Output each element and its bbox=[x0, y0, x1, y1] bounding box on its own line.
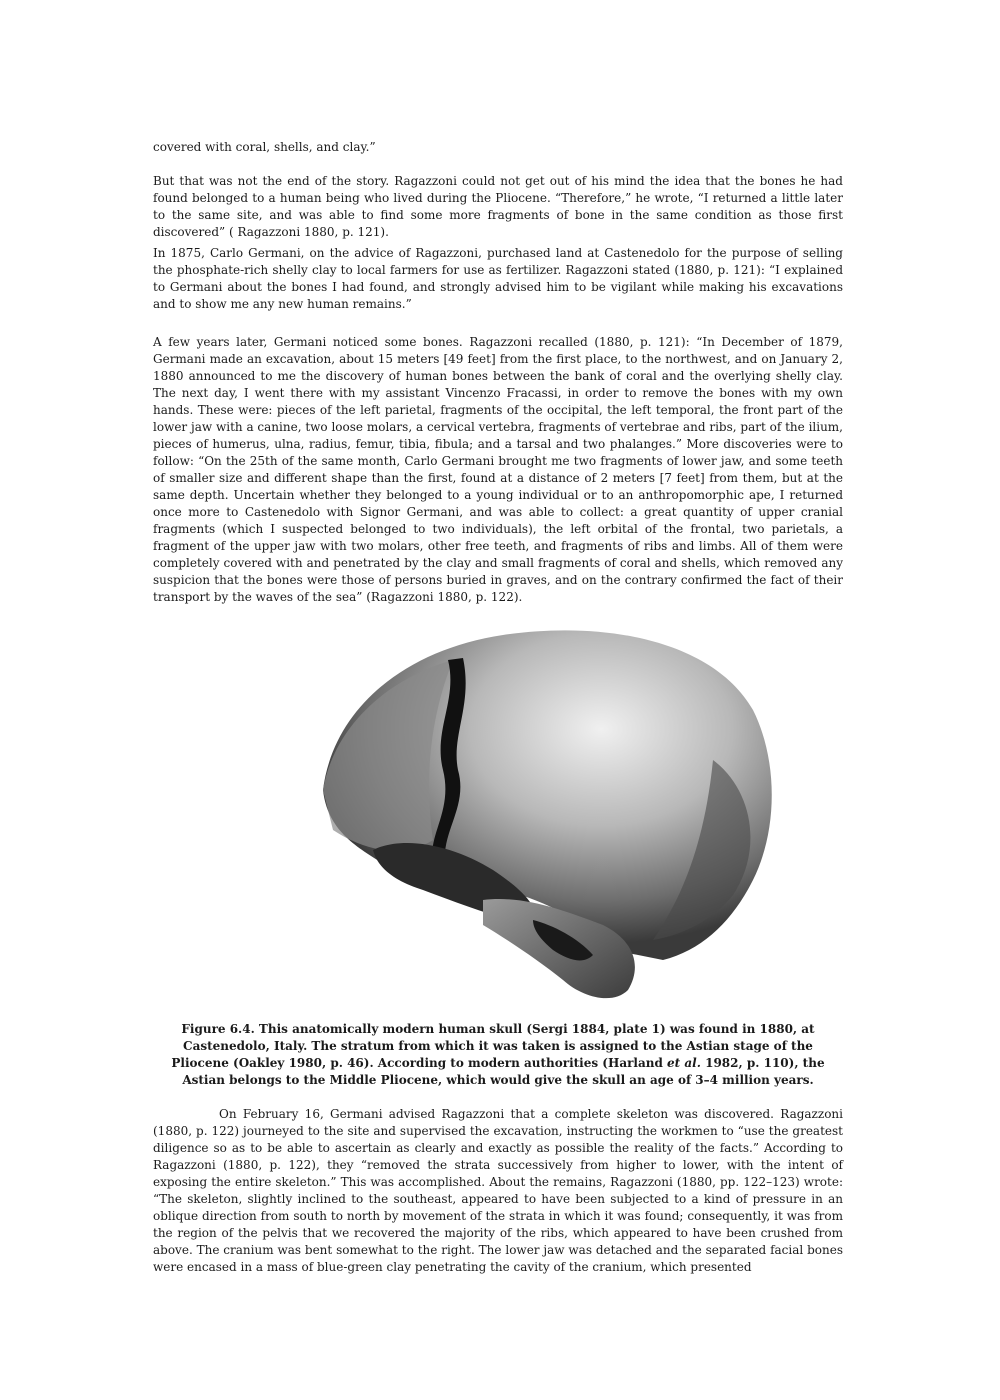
paragraph-fragment: covered with coral, shells, and clay.” bbox=[153, 140, 376, 154]
paragraph-skeleton: On February 16, Germani advised Ragazzoni that a complete skeleton was discovered. Ragazzoni (1880, p. 122) journeyed to the site and supervised the excavation, instructing the workmen to “use the greatest diligence so as to be able to ascertain as clearly and exactly as possible the reality of the facts.” According to Ragazzoni (1880, p. 122), they “removed the strata successively from higher to lower, with the intent of exposing the entire skeleton.” This was accomplished. About the remains, Ragazzoni (1880, pp. 122–123) wrote: “The skeleton, slightly inclined to the southeast, appeared to have been subjected to a kind of pressure in an oblique direction from south to north by movement of the strata in which it was found; consequently, it was from the region of the pelvis that we recovered the majority of the ribs, which appeared to have been crushed from above. The cranium was bent somewhat to the right. The lower jaw was detached and the separated facial bones were encased in a mass of blue-green clay penetrating the cavity of the cranium, which presented bbox=[153, 1107, 843, 1274]
skull-illustration bbox=[283, 620, 783, 1005]
caption-text-1: Figure 6.4. This anatomically modern human skull (Sergi 1884, plate 1) was found in 1880, at Castenedolo, Italy. The stratum from which it was taken is assigned to the Astian stage of the Pliocene (Oakley 1980, p. 46). According to modern authorities (Harland bbox=[171, 1022, 815, 1070]
paragraph-germani-land: In 1875, Carlo Germani, on the advice of Ragazzoni, purchased land at Castenedolo for the purpose of selling the phosphate-rich shelly clay to local farmers for use as fertilizer. Ragazzoni stated (1880, p. 121): “I explained to Germani about the bones I had found, and strongly advised him to be vigilant while making his excavations and to show me any new human remains.” bbox=[153, 246, 843, 311]
caption-italic: et al. bbox=[667, 1056, 701, 1070]
paragraph-discoveries: A few years later, Germani noticed some bones. Ragazzoni recalled (1880, p. 121): “In December of 1879, Germani made an excavation, about 15 meters [49 feet] from the first place, to the northwest, and on January 2, 1880 announced to me the discovery of human bones between the bank of coral and the overlying shelly clay. The next day, I went there with my assistant Vincenzo Fracassi, in order to remove the bones with my own hands. These were: pieces of the left parietal, fragments of the occipital, the left temporal, the front part of the lower jaw with a canine, two loose molars, a cervical vertebra, fragments of vertebrae and ribs, part of the ilium, pieces of humerus, ulna, radius, femur, tibia, fibula; and a tarsal and two phalanges.” More discoveries were to follow: “On the 25th of the same month, Carlo Germani brought me two fragments of lower jaw, and some teeth of smaller size and different shape than the first, found at a distance of 2 meters [7 feet] from them, but at the same depth. Uncertain whether they belonged to a young individual or to an anthropomorphic ape, I returned once more to Castenedolo with Signor Germani, and was able to collect: a great quantity of upper cranial fragments (which I suspected belonged to two individuals), the left orbital of the frontal, two parietals, a fragment of the upper jaw with two molars, other free teeth, and fragments of ribs and limbs. All of them were completely covered with and penetrated by the clay and small fragments of coral and shells, which removed any suspicion that the bones were those of persons buried in graves, and on the contrary confirmed the fact of their transport by the waves of the sea” (Ragazzoni 1880, p. 122). bbox=[153, 335, 843, 604]
caption-text-2: 1982, p. 110), the Astian belongs to the Middle Pliocene, which would give the skull an age of 3–4 million years. bbox=[182, 1056, 825, 1087]
skull-figure bbox=[283, 620, 783, 1005]
paragraph-story: But that was not the end of the story. Ragazzoni could not get out of his mind the idea that the bones he had found belonged to a human being who lived during the Pliocene. “Therefore,” he wrote, “I returned a little later to the same site, and was able to find some more fragments of bone in the same condition as those first discovered” ( Ragazzoni 1880, p. 121). bbox=[153, 174, 843, 239]
figure-caption bbox=[153, 1021, 843, 1089]
